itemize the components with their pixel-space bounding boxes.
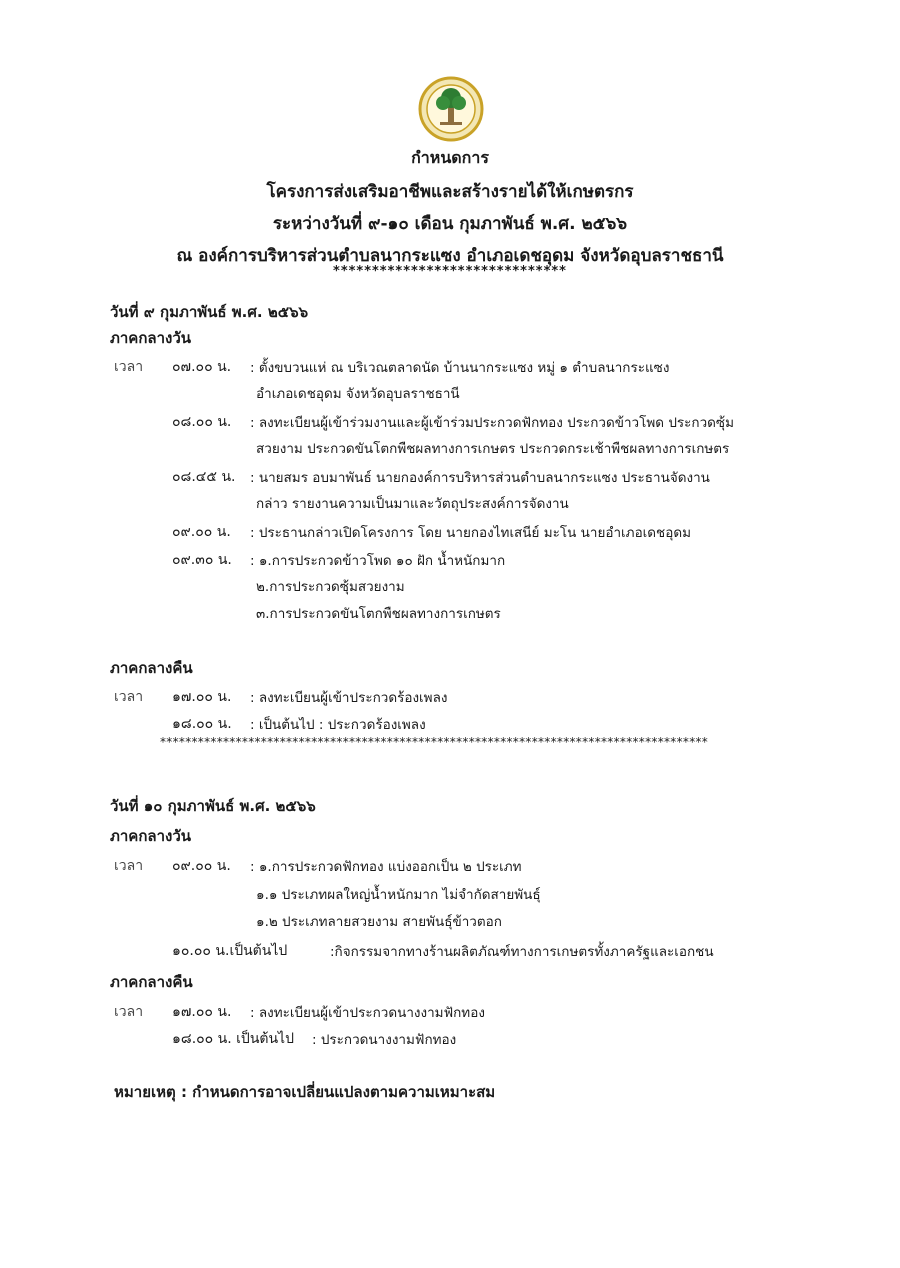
document-title: กำหนดการ: [411, 148, 489, 167]
schedule-text-continued: สวยงาม ประกวดขันโตกพืชผลทางการเกษตร ประกวดกระเช้าพืชผลทางการเกษตร: [256, 441, 730, 457]
schedule-text: : เป็นต้นไป : ประกวดร้องเพลง: [250, 717, 426, 733]
schedule-text: : ประธานกล่าวเปิดโครงการ โดย นายกองไทเสนีย์ มะโน นายอำเภอเดชอุดม: [250, 525, 691, 541]
schedule-text: : ๑.การประกวดข้าวโพด ๑๐ ฝัก น้ำหนักมาก: [250, 553, 506, 569]
day1-night-heading: ภาคกลางคืน: [110, 659, 193, 677]
schedule-time: ๑๗.๐๐ น.: [172, 689, 232, 705]
schedule-text: :กิจกรรมจากทางร้านผลิตภัณฑ์ทางการเกษตรทั้งภาครัฐและเอกชน: [330, 944, 714, 960]
schedule-text: : ตั้งขบวนแห่ ณ บริเวณตลาดนัด บ้านนากระแซง หมู่ ๑ ตำบลนากระแซง: [250, 360, 670, 376]
schedule-time: ๐๗.๐๐ น.: [172, 359, 232, 375]
day2-daytime-time-label: เวลา: [114, 858, 144, 874]
schedule-time: ๐๙.๓๐ น.: [172, 552, 232, 568]
schedule-text: : ลงทะเบียนผู้เข้าร่วมงานและผู้เข้าร่วมประกวดฟักทอง ประกวดข้าวโพด ประกวดซุ้ม: [250, 415, 734, 431]
schedule-text: : ลงทะเบียนผู้เข้าประกวดนางงามฟักทอง: [250, 1005, 485, 1021]
schedule-time: ๑๗.๐๐ น.: [172, 1004, 232, 1020]
footnote: หมายเหตุ : กำหนดการอาจเปลี่ยนแปลงตามความเหมาะสม: [114, 1083, 496, 1101]
schedule-text: : ๑.การประกวดฟักทอง แบ่งออกเป็น ๒ ประเภท: [250, 859, 522, 875]
schedule-time: ๑๐.๐๐ น.เป็นต้นไป: [172, 943, 288, 959]
project-venue: ณ องค์การบริหารส่วนตำบลนากระแซง อำเภอเดชอุดม จังหวัดอุบลราชธานี: [176, 246, 724, 266]
schedule-subitem: ๓.การประกวดขันโตกพืชผลทางการเกษตร: [256, 606, 501, 622]
project-dates: ระหว่างวันที่ ๙-๑๐ เดือน กุมภาพันธ์ พ.ศ. ๒๕๖๖: [272, 214, 628, 234]
header-separator: ******************************: [333, 264, 567, 279]
schedule-text: : ลงทะเบียนผู้เข้าประกวดร้องเพลง: [250, 690, 448, 706]
day-separator: ***************************************************************************************: [160, 735, 709, 749]
schedule-time: ๑๘.๐๐ น.: [172, 716, 232, 732]
schedule-subitem: ๑.๑ ประเภทผลใหญ่น้ำหนักมาก ไม่จำกัดสายพันธุ์: [256, 887, 541, 903]
day2-night-heading: ภาคกลางคืน: [110, 973, 193, 991]
schedule-time: ๐๘.๐๐ น.: [172, 414, 232, 430]
schedule-time: ๐๘.๔๕ น.: [172, 469, 236, 485]
schedule-subitem: ๑.๒ ประเภทลายสวยงาม สายพันธุ์ข้าวตอก: [256, 914, 502, 930]
day1-daytime-time-label: เวลา: [114, 359, 144, 375]
schedule-text-continued: กล่าว รายงานความเป็นมาและวัตถุประสงค์การจัดงาน: [256, 496, 569, 512]
day2-night-time-label: เวลา: [114, 1004, 144, 1020]
day1-title: วันที่ ๙ กุมภาพันธ์ พ.ศ. ๒๕๖๖: [110, 303, 309, 321]
schedule-text-continued: อำเภอเดชอุดม จังหวัดอุบลราชธานี: [256, 386, 460, 402]
schedule-text: : นายสมร อบมาพันธ์ นายกองค์การบริหารส่วนตำบลนากระแซง ประธานจัดงาน: [250, 470, 710, 486]
day1-night-time-label: เวลา: [114, 689, 144, 705]
schedule-time: ๐๙.๐๐ น.: [172, 858, 231, 874]
emblem-logo-icon: [418, 76, 484, 142]
day2-daytime-heading: ภาคกลางวัน: [110, 827, 192, 845]
day1-daytime-heading: ภาคกลางวัน: [110, 329, 192, 347]
schedule-text: : ประกวดนางงามฟักทอง: [312, 1032, 457, 1048]
schedule-time: ๐๙.๐๐ น.: [172, 524, 231, 540]
day2-title: วันที่ ๑๐ กุมภาพันธ์ พ.ศ. ๒๕๖๖: [110, 797, 316, 815]
project-name: โครงการส่งเสริมอาชีพและสร้างรายได้ให้เกษตรกร: [266, 182, 634, 202]
schedule-subitem: ๒.การประกวดซุ้มสวยงาม: [256, 579, 405, 595]
schedule-time: ๑๘.๐๐ น. เป็นต้นไป: [172, 1031, 294, 1047]
